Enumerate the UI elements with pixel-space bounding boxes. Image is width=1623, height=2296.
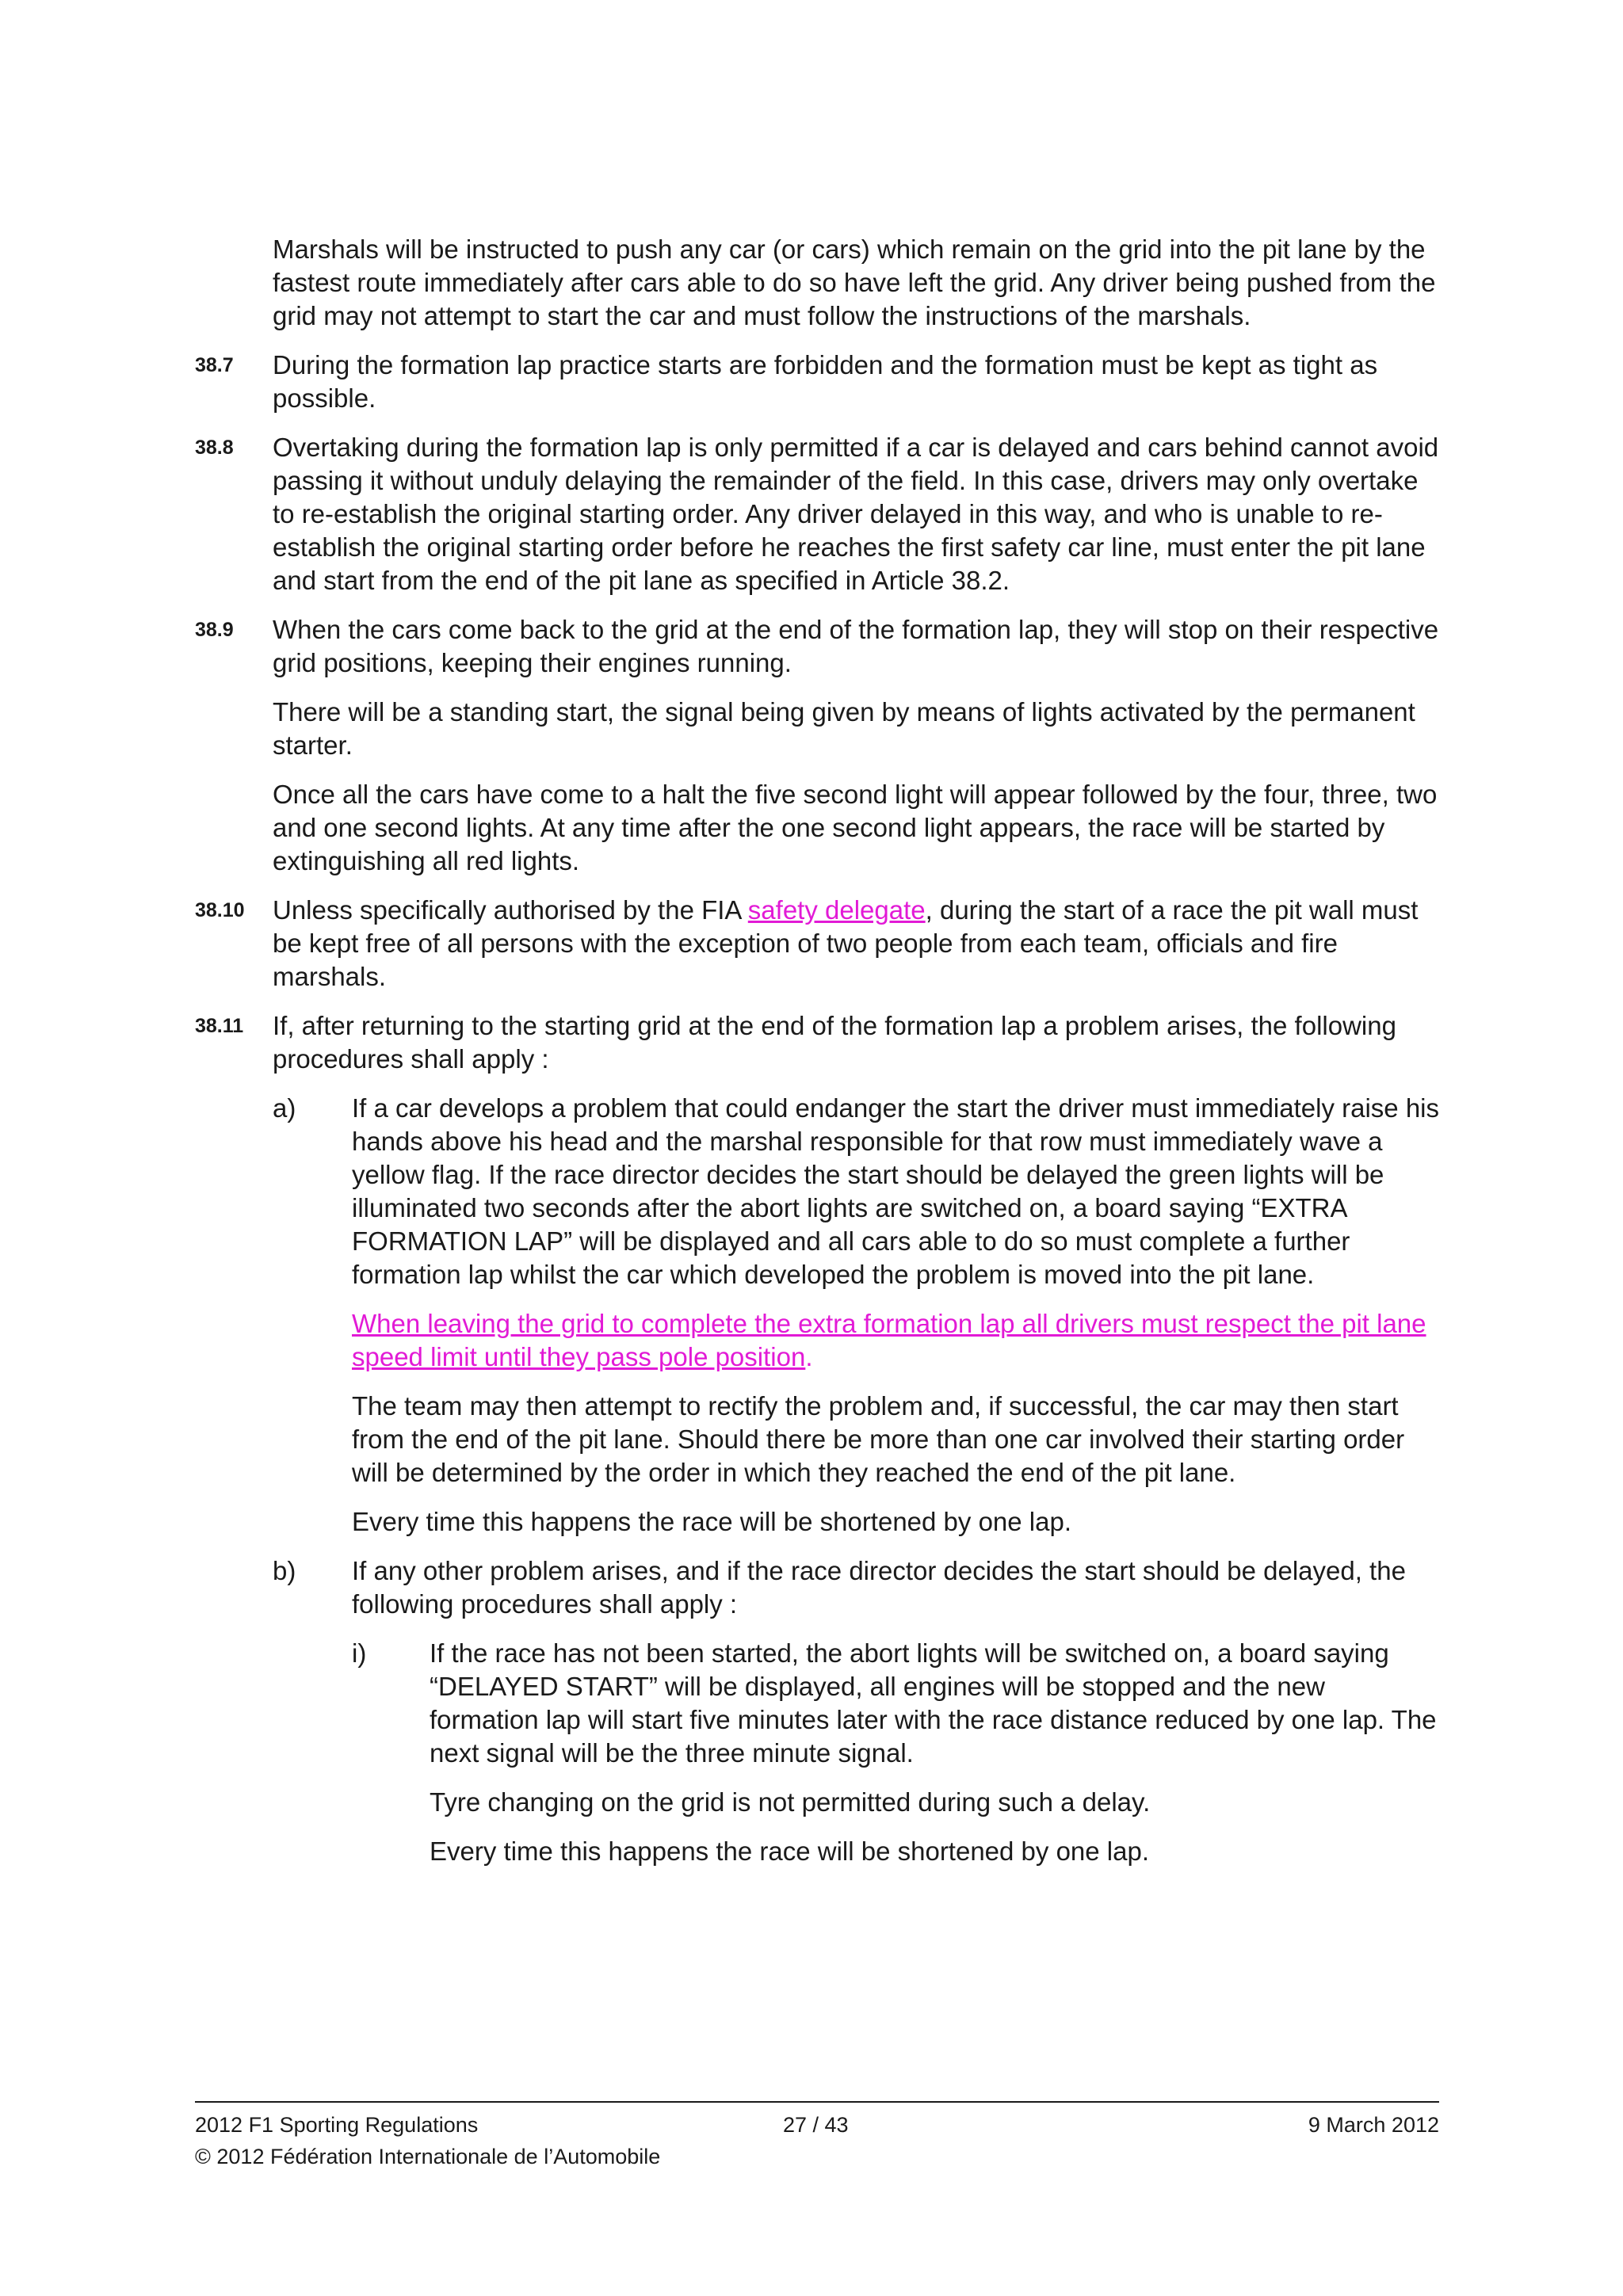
item-text: If the race has not been started, the abort lights will be switched on, a board saying “DELAYED START” will be displayed, all engines will be stopped and the new formation lap will start five minutes later with the race distance reduced by one lap. The next signal will be the three minute signal.: [430, 1638, 1437, 1768]
list-item-a: [195, 1092, 1439, 1539]
list-marker: b): [273, 1556, 296, 1585]
item-text: Every time this happens the race will be shortened by one lap.: [352, 1507, 1072, 1536]
list-marker: i): [352, 1638, 367, 1668]
article-38-8: [195, 431, 1439, 597]
article-38-11: [195, 1009, 1439, 1076]
page-number: 27 / 43: [783, 2113, 849, 2137]
article-number: 38.7: [195, 354, 234, 376]
item-text: If any other problem arises, and if the race director decides the start should be delayed, the following procedures shall apply :: [352, 1556, 1406, 1619]
article-text: When the cars come back to the grid at the end of the formation lap, they will stop on their respective grid positions, keeping their engines running.: [273, 615, 1439, 677]
item-text: If a car develops a problem that could endanger the start the driver must immediately raise his hands above his head and the marshal responsible for that row must immediately wave a yellow flag. If the race director decides the start should be delayed the green lights will be illuminated two seconds after the abort lights are switched on, a board saying “EXTRA FORMATION LAP” will be displayed and all cars able to do so must complete a further formation lap whilst the car which developed the problem is moved into the pit lane.: [352, 1093, 1440, 1289]
list-marker: a): [273, 1093, 296, 1123]
article-text: If, after returning to the starting grid at the end of the formation lap a problem arises, the following procedures shall apply :: [273, 1011, 1396, 1074]
intro-paragraph: Marshals will be instructed to push any car (or cars) which remain on the grid into the pit lane by the fastest route immediately after cars able to do so have left the grid. Any driver being pushed from the grid may not attempt to start the car and must follow the instructions of the marshals.: [273, 235, 1436, 330]
page-content: [195, 233, 1439, 1884]
footer-row: [195, 2109, 1439, 2141]
item-text: Tyre changing on the grid is not permitted during such a delay.: [430, 1787, 1151, 1817]
article-text: [273, 894, 1439, 994]
article-38-7: [195, 349, 1439, 415]
article-number: 38.10: [195, 899, 245, 921]
copyright-notice: © 2012 Fédération Internationale de l’Automobile: [195, 2145, 661, 2168]
item-text: Every time this happens the race will be shortened by one lap.: [430, 1836, 1150, 1866]
article-38-10: [195, 894, 1439, 994]
text-segment: .: [805, 1342, 813, 1371]
text-segment: , during the start of a race the pit wall must be kept free of all persons with the exception of two people from each team, officials and fire marshals.: [273, 895, 1419, 991]
safety-delegate-link[interactable]: safety delegate: [747, 895, 926, 925]
article-number: 38.9: [195, 619, 234, 641]
article-number: 38.8: [195, 437, 234, 459]
document-date: 9 March 2012: [1308, 2113, 1439, 2137]
article-text: Once all the cars have come to a halt the five second light will appear followed by the four, three, two and one second lights. At any time after the one second light appears, the race will be started by extinguishing all red lights.: [273, 780, 1438, 875]
document-title: 2012 F1 Sporting Regulations: [195, 2113, 479, 2137]
list-item-b: [195, 1554, 1439, 1621]
footer-divider: [195, 2101, 1439, 2103]
article-38-9: [195, 613, 1439, 878]
amended-text-link[interactable]: When leaving the grid to complete the extra formation lap all drivers must respect the pit lane speed limit until they pass pole position: [352, 1309, 1426, 1371]
article-text: During the formation lap practice starts are forbidden and the formation must be kept as tight as possible.: [273, 350, 1378, 413]
text-segment: Unless specifically authorised by the FIA: [273, 895, 748, 925]
item-text: The team may then attempt to rectify the problem and, if successful, the car may then start from the end of the pit lane. Should there be more than one car involved their starting order will be determined by the order in which they reached the end of the pit lane.: [352, 1391, 1405, 1487]
article-number: 38.11: [195, 1015, 244, 1037]
footer-row: [195, 2141, 1439, 2172]
article-text: There will be a standing start, the signal being given by means of lights activated by the permanent starter.: [273, 697, 1415, 760]
list-item-b-i: [195, 1637, 1439, 1868]
article-text: Overtaking during the formation lap is only permitted if a car is delayed and cars behind cannot avoid passing it without unduly delaying the remainder of the field. In this case, drivers may only overtake to re-establish the original starting order. Any driver delayed in this way, and who is unable to re-establish the original starting order before he reaches the first safety car line, must enter the pit lane and start from the end of the pit lane as specified in Article 38.2.: [273, 433, 1439, 595]
item-text: [352, 1307, 1439, 1374]
page-footer: [195, 2101, 1439, 2172]
